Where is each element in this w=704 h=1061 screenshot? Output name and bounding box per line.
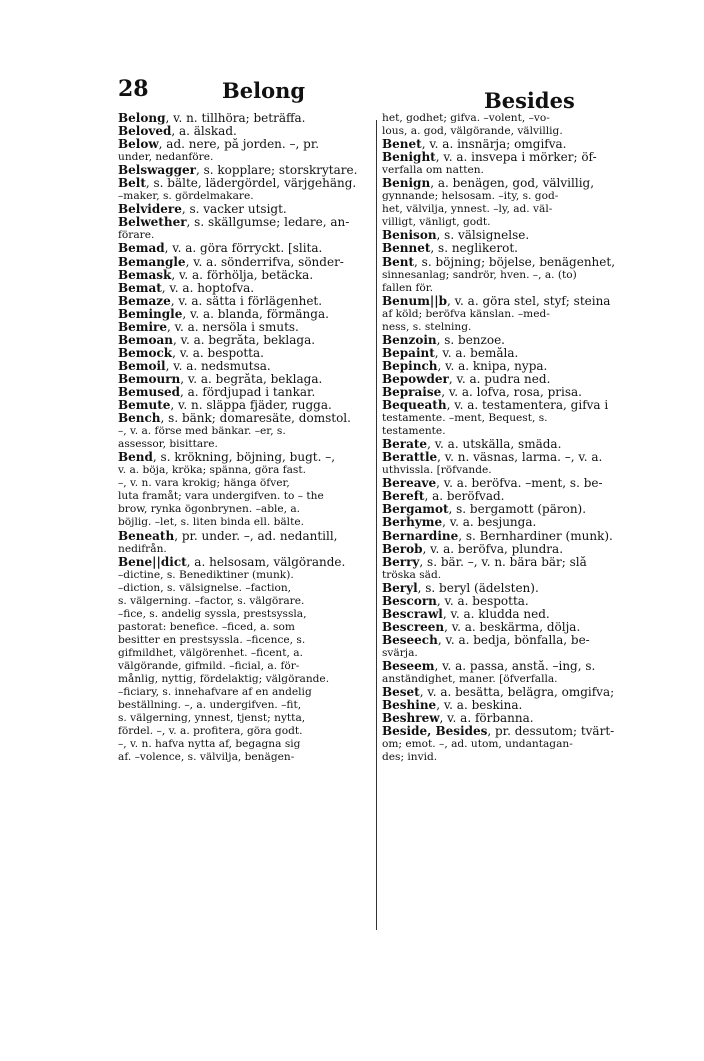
dictionary-line: nedifrån. [118, 542, 167, 555]
dictionary-line: –, v. n. vara krokig; hänga öfver, [118, 477, 290, 490]
dictionary-line: Berattle, v. n. väsnas, larma. –, v. a. [382, 451, 603, 465]
dictionary-line: Bergamot, s. bergamott (päron). [382, 503, 587, 517]
dictionary-line: villigt, vänligt, godt. [382, 216, 491, 229]
dictionary-line: Bescorn, v. a. bespotta. [382, 594, 529, 608]
dictionary-line: beställning. –, a. undergifven. –fit, [118, 699, 302, 712]
dictionary-line: Berob, v. a. beröfva, plundra. [382, 542, 564, 556]
dictionary-line: under, nedanföre. [118, 151, 214, 164]
dictionary-line: Benum||b, v. a. göra stel, styf; steina [382, 294, 611, 308]
dictionary-line: Bemused, a. fördjupad i tankar. [118, 385, 316, 399]
dictionary-line: Beneath, pr. under. –, ad. nedantill, [118, 529, 338, 543]
dictionary-line: Bemute, v. n. släppa fjäder, rugga. [118, 399, 332, 413]
dictionary-line: Benzoin, s. benzoe. [382, 333, 505, 347]
dictionary-line: om; emot. –, ad. utom, undantagan- [382, 738, 573, 751]
dictionary-line: Bernardine, s. Bernhardiner (munk). [382, 529, 613, 543]
dictionary-line: Bereave, v. a. beröfva. –ment, s. be- [382, 477, 603, 491]
dictionary-line: Bemask, v. a. förhölja, betäcka. [118, 268, 314, 282]
dictionary-line: –maker, s. gördelmakare. [118, 190, 254, 203]
dictionary-line: Bend, s. krökning, böjning, bugt. –, [118, 451, 336, 465]
dictionary-line: Benign, a. benägen, god, välvillig, [382, 177, 595, 191]
dictionary-line: af köld; beröfva känslan. –med- [382, 307, 550, 320]
dictionary-line: –, v. a. förse med bänkar. –er, s. [118, 425, 286, 438]
dictionary-line: anständighet, maner. [öfverfalla. [382, 673, 558, 686]
dictionary-line: Below, ad. nere, på jorden. –, pr. [118, 138, 320, 152]
dictionary-line: svärja. [382, 646, 418, 659]
dictionary-line: het, välvilja, ynnest. –ly, ad. väl- [382, 203, 553, 216]
dictionary-line: välgörande, gifmild. –ficial, a. för- [118, 659, 300, 672]
dictionary-line: sinnesanlag; sandrör, hven. –, a. (to) [382, 268, 577, 281]
dictionary-line: fallen för. [382, 281, 434, 294]
dictionary-line: tröska säd. [382, 568, 442, 581]
dictionary-line: Bennet, s. neglikerot. [382, 242, 518, 256]
dictionary-line: böjlig. –let, s. liten binda ell. bälte. [118, 516, 304, 529]
dictionary-line: Belwether, s. skällgumse; ledare, an- [118, 216, 350, 230]
right-column [382, 112, 652, 764]
dictionary-line: af. –volence, s. välvilja, benägen- [118, 751, 295, 764]
dictionary-line: besitter en prestsyssla. –ficence, s. [118, 633, 306, 646]
dictionary-line: ness, s. stelning. [382, 320, 472, 333]
dictionary-line: Bemangle, v. a. sönderrifva, sönder- [118, 255, 344, 269]
page-number: 28 [118, 76, 149, 102]
dictionary-line: Bepaint, v. a. bemåla. [382, 346, 519, 360]
dictionary-line: Belswagger, s. kopplare; storskrytare. [118, 164, 358, 178]
dictionary-line: pastorat: benefice. –ficed, a. som [118, 620, 295, 633]
dictionary-line: Beshrew, v. a. förbanna. [382, 712, 534, 726]
dictionary-line: Bemoil, v. a. nedsmutsa. [118, 359, 271, 373]
dictionary-line: Beseem, v. a. passa, anstå. –ing, s. [382, 659, 596, 673]
dictionary-line: Bemad, v. a. göra förryckt. [slita. [118, 242, 323, 256]
dictionary-line: Berhyme, v. a. besjunga. [382, 516, 537, 530]
dictionary-line: Bemat, v. a. hoptofva. [118, 281, 255, 295]
dictionary-line: Beseech, v. a. bedja, bönfalla, be- [382, 633, 590, 647]
dictionary-line: Beshine, v. a. beskina. [382, 699, 523, 713]
dictionary-line: Benight, v. a. insvepa i mörker; öf- [382, 151, 597, 165]
dictionary-line: Bereft, a. beröfvad. [382, 490, 505, 504]
left-column [118, 112, 374, 764]
dictionary-line: s. välgerning. –factor, s. välgörare. [118, 594, 305, 607]
dictionary-line: –ficiary, s. innehafvare af en andelig [118, 686, 312, 699]
dictionary-line: s. välgerning, ynnest, tjenst; nytta, [118, 712, 306, 725]
dictionary-line: Belt, s. bälte, lädergördel, värjgehäng. [118, 177, 357, 191]
dictionary-line: Bemoan, v. a. begråta, beklaga. [118, 333, 316, 347]
dictionary-line: förare. [118, 229, 155, 242]
dictionary-line: Beside, Besides, pr. dessutom; tvärt- [382, 725, 615, 739]
dictionary-line: testamente. [382, 425, 446, 438]
dictionary-line: assessor, bisittare. [118, 438, 218, 451]
dictionary-line: Bemourn, v. a. begråta, beklaga. [118, 372, 323, 386]
dictionary-line: des; invid. [382, 751, 438, 764]
dictionary-line: fördel. –, v. a. profitera, göra godt. [118, 725, 303, 738]
dictionary-line: Bepinch, v. a. knipa, nypa. [382, 359, 548, 373]
dictionary-line: Berate, v. a. utskälla, smäda. [382, 438, 562, 452]
left-guide-word: Belong [222, 78, 306, 103]
dictionary-line: Bescreen, v. a. beskärma, dölja. [382, 620, 581, 634]
dictionary-line: gifmildhet, välgörenhet. –ficent, a. [118, 646, 303, 659]
dictionary-line: Bemaze, v. a. sätta i förlägenhet. [118, 294, 323, 308]
dictionary-line: Bescrawl, v. a. kludda ned. [382, 607, 550, 621]
dictionary-line: Beloved, a. älskad. [118, 125, 237, 139]
dictionary-line: Belvidere, s. vacker utsigt. [118, 203, 287, 217]
dictionary-line: v. a. böja, kröka; spänna, göra fast. [118, 464, 306, 477]
dictionary-line: uthvissla. [röfvande. [382, 464, 492, 477]
dictionary-line: –dictine, s. Benediktiner (munk). [118, 568, 294, 581]
dictionary-line: Bemock, v. a. bespotta. [118, 346, 264, 360]
dictionary-line: Bene||dict, a. helsosam, välgörande. [118, 555, 346, 569]
dictionary-line: verfalla om natten. [382, 164, 484, 177]
column-divider [376, 120, 377, 930]
dictionary-line: Beryl, s. beryl (ädelsten). [382, 581, 539, 595]
dictionary-line: Bepraise, v. a. lofva, rosa, prisa. [382, 385, 582, 399]
dictionary-line: brow, rynka ögonbrynen. –able, a. [118, 503, 301, 516]
dictionary-line: månlig, nyttig, fördelaktig; välgörande. [118, 673, 330, 686]
dictionary-line: Bemire, v. a. nersöla i smuts. [118, 320, 299, 334]
dictionary-line: lous, a. god, välgörande, välvillig. [382, 125, 563, 138]
dictionary-line: Beset, v. a. besätta, belägra, omgifva; [382, 686, 615, 700]
dictionary-line: –fice, s. andelig syssla, prestsyssla, [118, 607, 307, 620]
dictionary-line: Bench, s. bänk; domaresäte, domstol. [118, 412, 351, 426]
dictionary-line: Belong, v. n. tillhöra; beträffa. [118, 112, 306, 125]
right-guide-word: Besides [484, 88, 575, 113]
dictionary-line: testamente. –ment, Bequest, s. [382, 412, 548, 425]
dictionary-line: Bent, s. böjning; böjelse, benägenhet, [382, 255, 616, 269]
dictionary-line: Bemingle, v. a. blanda, förmänga. [118, 307, 329, 321]
dictionary-line: Bepowder, v. a. pudra ned. [382, 372, 551, 386]
dictionary-line: –diction, s. välsignelse. –faction, [118, 581, 292, 594]
dictionary-line: Berry, s. bär. –, v. n. bära bär; slå [382, 555, 587, 569]
dictionary-line: Benison, s. välsignelse. [382, 229, 530, 243]
dictionary-line: Bequeath, v. a. testamentera, gifva i [382, 399, 609, 413]
dictionary-line: –, v. n. hafva nytta af, begagna sig [118, 738, 301, 751]
dictionary-line: luta framåt; vara undergifven. to – the [118, 490, 324, 503]
dictionary-line: Benet, v. a. insnärja; omgifva. [382, 138, 567, 152]
dictionary-line: het, godhet; gifva. –volent, –vo- [382, 112, 550, 124]
dictionary-line: gynnande; helsosam. –ity, s. god- [382, 190, 559, 203]
